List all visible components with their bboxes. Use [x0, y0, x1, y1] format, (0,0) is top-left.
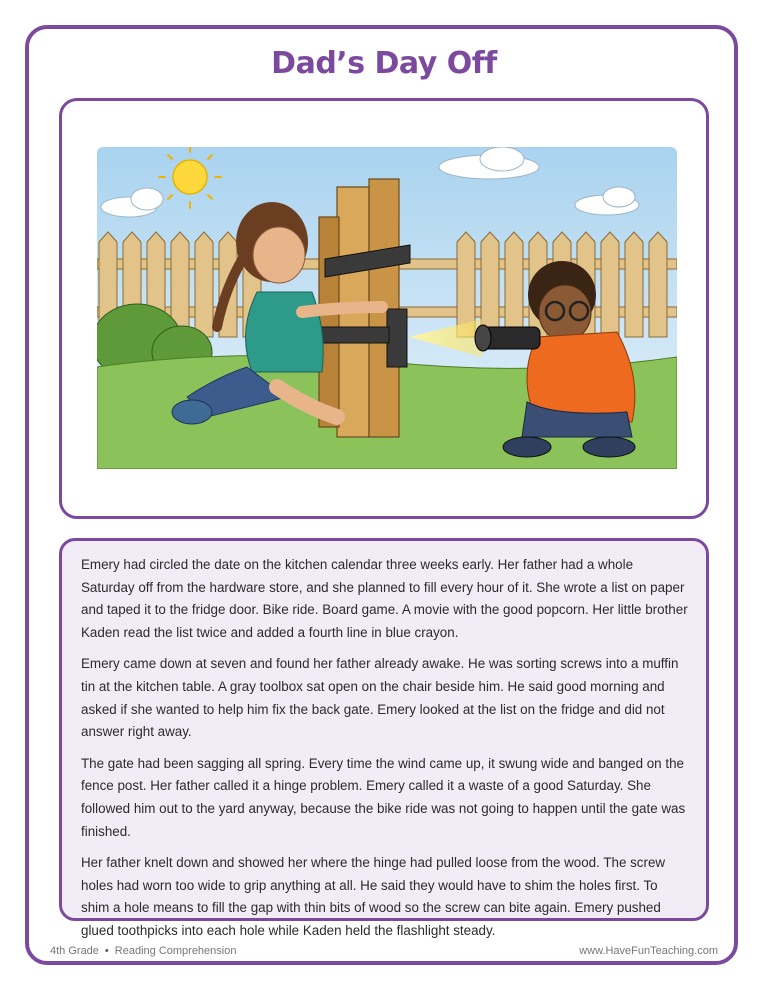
reading-passage [59, 538, 709, 938]
footer-subject: Reading Comprehension [114, 945, 237, 957]
footer-grade-subject [50, 945, 236, 957]
story-illustration [97, 147, 677, 469]
passage-paragraph: Emery had circled the date on the kitchen calendar three weeks early. Her father had a whole Saturday off from the hardware store, and she planned to fill every hour of it. She wrote a list on paper and taped it to the fridge door. Bike ride. Board game. A movie with the good popcorn. Her little brother Kaden read the list twice and added a fourth line in blue crayon. [81, 557, 688, 640]
passage-paragraph: The gate had been sagging all spring. Every time the wind came up, it swung wide and banged on the fence post. Her father called it a hinge problem. Emery called it a waste of a good Saturday. She followed him out to the yard anyway, because the bike ride was not going to happen until the gate was finished. [81, 755, 686, 839]
footer-separator: • [104, 945, 109, 957]
footer-grade: 4th Grade [50, 945, 99, 957]
page-title: Dad’s Day Off [271, 46, 497, 81]
footer-website[interactable]: www.HaveFunTeaching.com [579, 945, 718, 957]
passage-paragraph: Her father knelt down and showed her where the hinge had pulled loose from the wood. The screw holes had worn too wide to grip anything at all. He said they would have to shim the holes first. To shim a hole means to fill the gap with thin bits of wood so the screw can bite again. Emery pushed glued toothpicks into each hole while Kaden held the flashlight steady. [81, 855, 666, 938]
illustration-frame [59, 98, 709, 519]
passage-paragraph: Emery came down at seven and found her father already awake. He was sorting screws into a muffin tin at the kitchen table. A gray toolbox sat open on the chair beside him. He said good morning and asked if she wanted to help him fix the back gate. Emery looked at the list on the fridge and did not answer right away. [81, 656, 679, 740]
